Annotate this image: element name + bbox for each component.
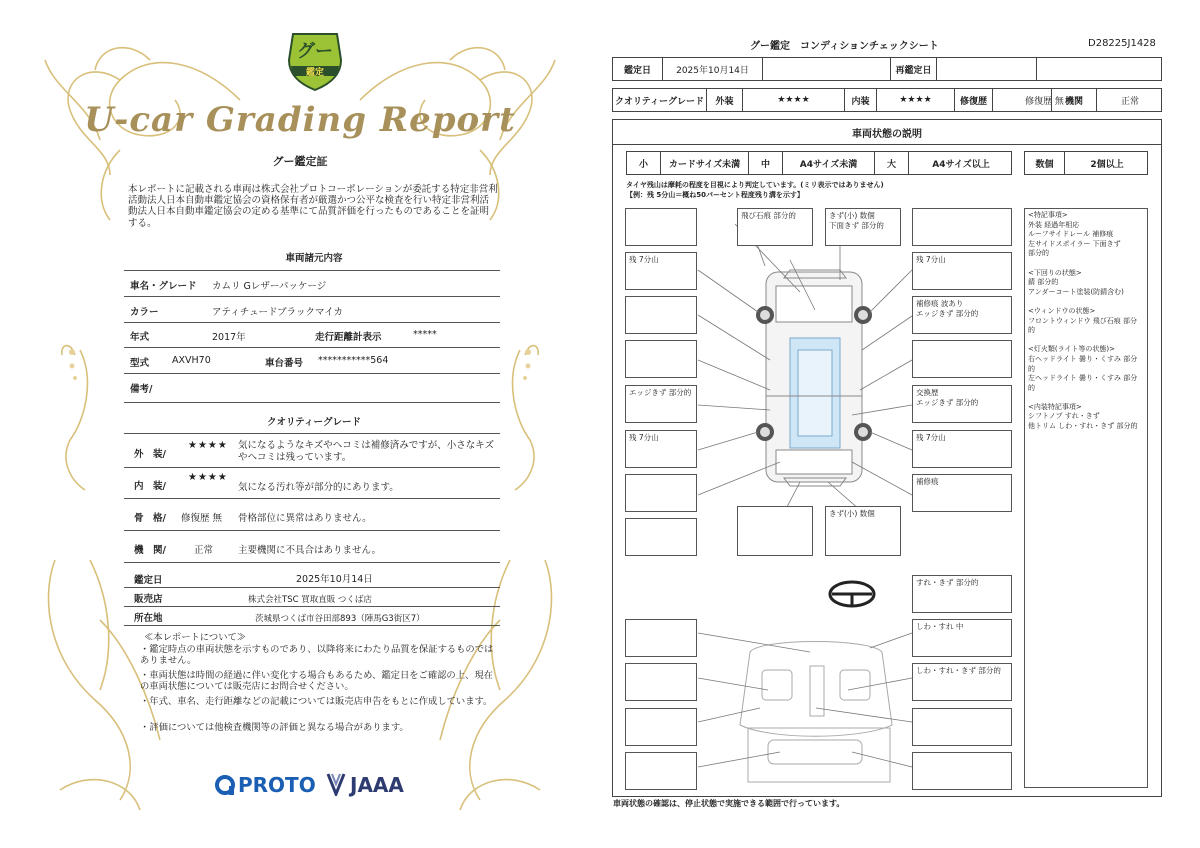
count-legend — [1024, 151, 1148, 175]
interior-stars: ★★★★ — [188, 472, 228, 483]
label-box-empty — [625, 619, 697, 657]
count-value: 2個以上 — [1090, 159, 1124, 170]
size-mid-label: 中 — [749, 152, 783, 174]
label-tire-front-left: 残 7分山 — [625, 252, 697, 290]
label-tire-rear-left: 残 7分山 — [625, 430, 697, 468]
date-value: 2025年10月14日 — [663, 58, 763, 80]
divider — [124, 322, 500, 323]
mileage-value: ***** — [413, 329, 437, 340]
mileage-label: 走行距離計表示 — [315, 332, 382, 343]
label-box-empty — [625, 518, 697, 556]
address-value: 茨城県つくば市谷田部893（陣馬G3街区7） — [255, 614, 425, 624]
blank-cell — [1037, 58, 1163, 80]
label-quarter-right: 補修痕 — [912, 474, 1012, 512]
special-note-line: 部分的 — [1028, 249, 1049, 258]
chassis-label: 車台番号 — [265, 358, 304, 369]
label-tire-front-right: 残 7分山 — [912, 252, 1012, 290]
label-box-empty — [625, 752, 697, 790]
tire-example: 【例：残 5分山＝概ね50パーセント程度残り溝を示す】 — [626, 191, 804, 199]
special-note-line: アンダーコート塗装(防錆含む) — [1028, 287, 1124, 296]
divider — [124, 498, 500, 499]
date-value: 2025年10月14日 — [296, 574, 373, 585]
label-box-empty — [625, 340, 697, 378]
sheet-footer: 車両状態の確認は、停止状態で実施できる範囲で行っています。 — [613, 799, 845, 808]
exterior-stars: ★★★★ — [743, 89, 845, 111]
frame-text: 骨格部位に異常はありません。 — [238, 513, 372, 524]
engine-value: 正常 — [1120, 96, 1139, 107]
size-legend — [626, 151, 1012, 175]
date-label: 鑑定日 — [613, 58, 663, 80]
year-value: 2017年 — [212, 332, 246, 343]
special-note-line: <内装特記事項> — [1028, 402, 1082, 411]
model-label: 型式 — [130, 358, 150, 369]
jaaa-logo-icon — [326, 772, 346, 796]
label-front-glass: 飛び石痕 部分的 — [737, 208, 813, 246]
divider — [124, 562, 500, 563]
tire-note: タイヤ残山は摩耗の程度を目視により判定しています。(ミリ表示ではありません) — [626, 181, 884, 189]
divider — [124, 467, 500, 468]
certificate-title: U-car Grading Report — [84, 100, 516, 140]
color-value: アティチュードブラックマイカ — [212, 307, 344, 318]
divider — [124, 530, 500, 531]
redate-label: 再鑑定日 — [891, 58, 937, 80]
label-fender-right: 補修痕 波あり エッジきず 部分的 — [912, 296, 1012, 334]
size-mid-desc: A4サイズ未満 — [783, 152, 875, 174]
special-note-line: <下回りの状態> — [1028, 268, 1082, 277]
interior-label: 内装 — [845, 89, 877, 111]
special-note-line: <ウィンドウの状態> — [1028, 306, 1096, 315]
exterior-label: 外装 — [707, 89, 743, 111]
quality-section-title: クオリティーグレード — [266, 417, 362, 428]
date-label: 鑑定日 — [134, 575, 163, 586]
size-small-desc: カードサイズ未満 — [661, 152, 749, 174]
certificate-intro: 本レポートに記載される車両は株式会社プロトコーポレーションが委託する特定非営利活動法人日本自動車鑑定協会の資格保有者が厳選かつ公平な検査を行い特定非営利活動法人日本自動車鑑定協会の定める基準にて品質評価を行ったものであることを証明する。 — [128, 184, 498, 229]
label-box-empty — [625, 708, 697, 746]
divider — [124, 347, 500, 348]
size-large-label: 大 — [875, 152, 909, 174]
divider — [124, 402, 500, 403]
special-note-line: 錆 部分的 — [1028, 278, 1059, 287]
special-note-line: <灯火類(ライト等の状態)> — [1028, 345, 1115, 354]
svg-text:鑑定: 鑑定 — [305, 68, 325, 78]
divider — [124, 373, 500, 374]
size-large-desc: A4サイズ以上 — [932, 159, 990, 170]
label-rear-bumper: きず(小) 数個 — [825, 506, 901, 556]
label-box-empty — [912, 340, 1012, 378]
label-box-empty — [625, 296, 697, 334]
exterior-label: 外 装/ — [134, 449, 166, 460]
color-label: カラー — [130, 307, 159, 318]
label-box-empty — [912, 208, 1012, 246]
note-item: ・年式、車名、走行距離などの記載については販売店申告をもとに作成しています。 — [140, 696, 493, 707]
special-note-line: 他トリム しわ・すれ・きず 部分的 — [1028, 422, 1138, 431]
certificate-subtitle: グー鑑定証 — [272, 155, 328, 168]
car-name-value: カムリ Gレザーパッケージ — [212, 281, 327, 292]
repair-value: 修復歴 無 — [993, 89, 1097, 111]
document-id: D28225J1428 — [1088, 38, 1156, 49]
jaaa-logo: JAAA — [350, 773, 404, 797]
condition-title: 車両状態の説明 — [852, 129, 922, 140]
car-name-label: 車名・グレード — [130, 281, 197, 292]
model-value: AXVH70 — [172, 355, 211, 366]
divider — [124, 433, 500, 434]
count-label: 数個 — [1025, 152, 1065, 174]
quality-label: クオリティーグレード — [613, 89, 707, 111]
proto-logo: PROTO — [238, 773, 316, 797]
label-seat-right-1: しわ・すれ 中 — [912, 619, 1012, 657]
divider — [124, 606, 500, 607]
engine-text: 主要機関に不具合はありません。 — [238, 545, 382, 556]
divider — [124, 625, 500, 626]
year-label: 年式 — [130, 332, 150, 343]
special-note-line: <特記事項> — [1028, 211, 1068, 219]
engine-label: 機 関/ — [134, 545, 166, 556]
label-tire-rear-right: 残 7分山 — [912, 430, 1012, 468]
notes-title: ≪本レポートについて≫ — [144, 632, 247, 643]
engine-value: 正常 — [194, 545, 214, 556]
label-box-empty — [912, 752, 1012, 790]
interior-text: 気になる汚れ等が部分的にあります。 — [238, 482, 399, 493]
quality-row — [612, 88, 1162, 112]
interior-label: 内 装/ — [134, 481, 166, 492]
special-note-line: 外装 経過年相応 — [1028, 220, 1080, 229]
label-box-empty — [625, 208, 697, 246]
label-front-bumper: きず(小) 数個 下面きず 部分的 — [825, 208, 901, 246]
exterior-text: 気になるようなキズやヘコミは補修済みですが、小さなキズやヘコミは残っています。 — [238, 440, 495, 463]
label-box-empty — [737, 506, 813, 556]
repair-label: 修復歴 — [955, 89, 993, 111]
note-item: ・鑑定時点の車両状態を示すものであり、以降将来にわたり品質を保証するものではありません。 — [140, 644, 494, 666]
divider — [124, 296, 500, 297]
condition-check-sheet — [600, 0, 1200, 848]
special-note-line: 右ヘッドライト 曇り・くすみ 部分的 — [1028, 354, 1138, 373]
date-row — [612, 57, 1162, 81]
note-item: ・評価については他検査機関等の評価と異なる場合があります。 — [140, 722, 409, 733]
dealer-value: 株式会社TSC 買取直販 つくば店 — [248, 595, 372, 605]
proto-logo-icon — [214, 774, 236, 796]
sheet-title: グー鑑定 コンディションチェックシート — [750, 41, 939, 52]
blank-cell — [763, 58, 891, 80]
goo-kantei-logo — [285, 30, 345, 92]
divider — [124, 270, 500, 271]
special-note-line: 左サイドスポイラー 下面きず — [1028, 239, 1121, 248]
special-note-line: 左ヘッドライト 曇り・くすみ 部分的 — [1028, 374, 1138, 392]
label-steering: すれ・きず 部分的 — [912, 575, 1012, 613]
dealer-label: 販売店 — [134, 594, 163, 605]
size-small-label: 小 — [627, 152, 661, 174]
engine-label: 機関 — [1051, 89, 1097, 111]
special-note-line: シフトノブ すれ・きず — [1028, 412, 1100, 421]
address-label: 所在地 — [134, 613, 163, 624]
exterior-stars: ★★★★ — [188, 440, 228, 451]
label-door-right: 交換歴 エッジきず 部分的 — [912, 385, 1012, 423]
chassis-value: ***********564 — [318, 355, 389, 366]
frame-value: 修復歴 無 — [181, 513, 223, 524]
spec-section-title: 車両諸元内容 — [285, 253, 343, 264]
redate-value — [937, 58, 1037, 80]
label-door-left: エッジきず 部分的 — [625, 385, 697, 423]
frame-label: 骨 格/ — [134, 513, 166, 524]
label-seat-right-2: しわ・すれ・きず 部分的 — [912, 663, 1012, 701]
special-notes-box — [1024, 208, 1148, 788]
special-note-line: フロントウィンドウ 飛び石痕 部分的 — [1028, 316, 1138, 335]
special-note-line: ルーフサイドレール 補修痕 — [1028, 230, 1114, 239]
divider — [124, 587, 500, 588]
label-box-empty — [625, 474, 697, 512]
label-box-empty — [912, 708, 1012, 746]
svg-text:グー: グー — [297, 41, 333, 62]
remarks-label: 備考/ — [130, 384, 153, 395]
label-box-empty — [625, 663, 697, 701]
note-item: ・車両状態は時間の経過に伴い変化する場合もあるため、鑑定日をご確認の上、現在の車両状態については販売店にお問合せください。 — [140, 670, 493, 692]
interior-stars: ★★★★ — [877, 89, 955, 111]
